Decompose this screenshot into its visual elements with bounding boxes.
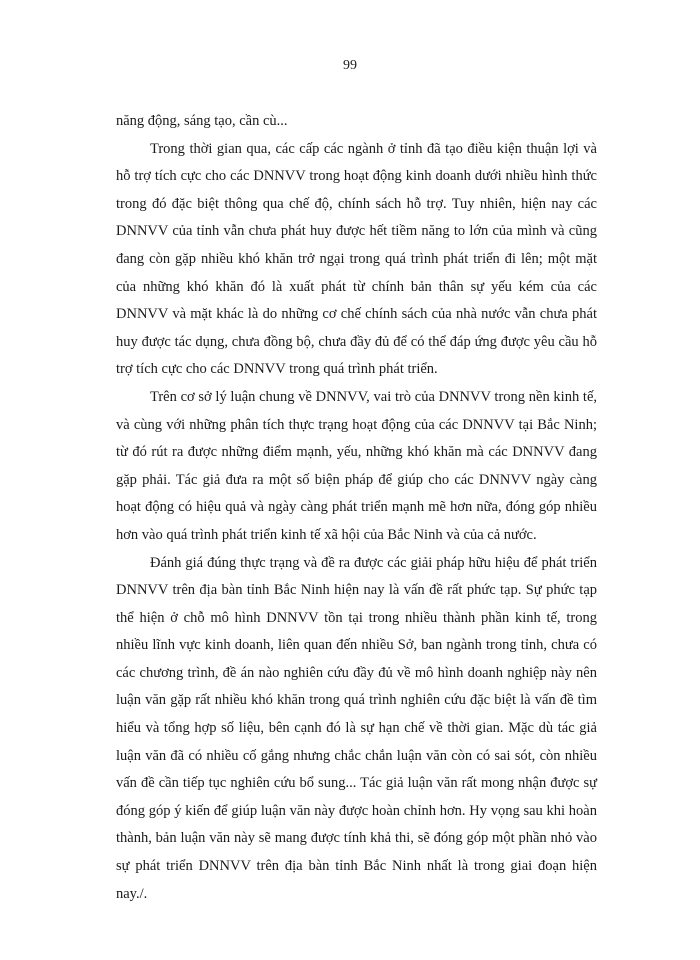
paragraph-continuation: năng động, sáng tạo, cần cù... (116, 113, 288, 129)
page-number: 99 (343, 58, 357, 73)
paragraph-support-policies: Trong thời gian qua, các cấp các ngành ở tỉnh đã tạo điều kiện thuận lợi và hỗ trợ tích cực cho các DNNVV trong hoạt động kinh doanh dưới nhiều hình thức trong đó đặc biệt thông qua chế độ, chính sách hỗ trợ. Tuy nhiên, hiện nay các DNNVV của tỉnh vẫn chưa phát huy được hết tiềm năng to lớn của mình và cũng đang còn gặp nhiều khó khăn trở ngại trong quá trình phát triển đi lên; một mặt của những khó khăn đó là xuất phát từ chính bản thân sự yếu kém của các DNNVV và mặt khác là do những cơ chế chính sách của nhà nước vẫn chưa phát huy được tác dụng, chưa đồng bộ, chưa đầy đủ để có thể đáp ứng được yêu cầu hỗ trợ tích cực cho các DNNVV trong quá trình phát triển. (116, 140, 597, 378)
paragraph-analysis-summary: Trên cơ sở lý luận chung về DNNVV, vai trò của DNNVV trong nền kinh tế, và cùng với những phân tích thực trạng hoạt động của các DNNVV tại Bắc Ninh; từ đó rút ra được những điểm mạnh, yếu, những khó khăn mà các DNNVV đang gặp phải. Tác giả đưa ra một số biện pháp để giúp cho các DNNVV ngày càng hoạt động có hiệu quả và ngày càng phát triển mạnh mẽ hơn nữa, đóng góp nhiều hơn vào quá trình phát triển kinh tế xã hội của Bắc Ninh và của cả nước. (116, 388, 597, 543)
paragraph-conclusion: Đánh giá đúng thực trạng và đề ra được các giải pháp hữu hiệu để phát triển DNNVV trên địa bàn tỉnh Bắc Ninh hiện nay là vấn đề rất phức tạp. Sự phức tạp thể hiện ở chỗ mô hình DNNVV tồn tại trong nhiều thành phần kinh tế, trong nhiều lĩnh vực kinh doanh, liên quan đến nhiều Sở, ban ngành trong tỉnh, chưa có các chương trình, đề án nào nghiên cứu đầy đủ về mô hình doanh nghiệp này nên luận văn gặp rất nhiều khó khăn trong quá trình nghiên cứu đặc biệt là vấn đề tìm hiểu và tổng hợp số liệu, bên cạnh đó là sự hạn chế về thời gian. Mặc dù tác giả luận văn đã có nhiều cố gắng nhưng chắc chắn luận văn còn có sai sót, còn nhiều vấn đề cần tiếp tục nghiên cứu bổ sung... Tác giả luận văn rất mong nhận được sự đóng góp ý kiến để giúp luận văn này được hoàn chỉnh hơn. Hy vọng sau khi hoàn thành, bản luận văn này sẽ mang được tính khả thi, sẽ đóng góp một phần nhỏ vào sự phát triển DNNVV trên địa bàn tỉnh Bắc Ninh nhất là trong giai đoạn hiện nay./. (116, 554, 597, 902)
body-text (116, 108, 597, 908)
